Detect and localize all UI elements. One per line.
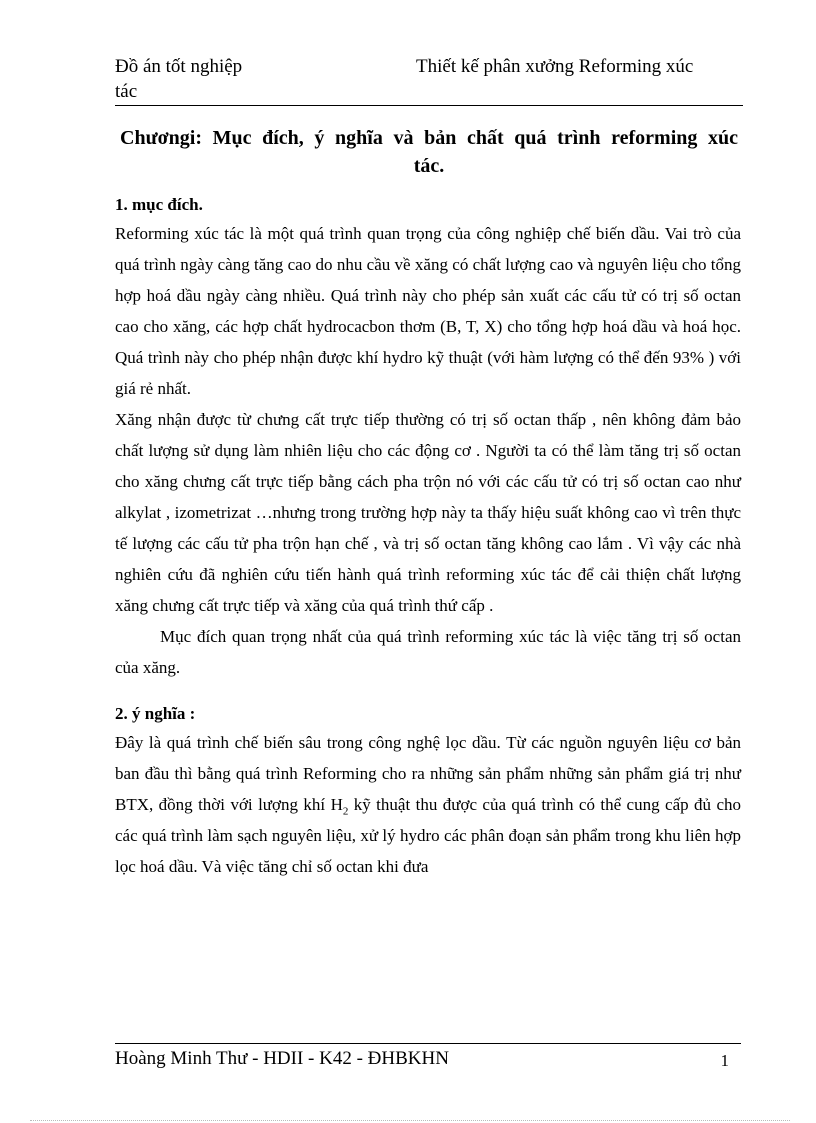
document-body <box>115 192 741 882</box>
header-thesis-title: Thiết kế phân xưởng Reforming xúc <box>416 56 694 77</box>
section-heading-significance: 2. ý nghĩa : <box>115 704 196 723</box>
paragraph-significance-text-b: kỹ thuật thu được của quá trình có thể cung cấp đủ cho các quá trình làm sạch nguyên liệu, xử lý hydro các phân đoạn sản phẩm trong khu liên hợp lọc hoá dầu. Và việc tăng chỉ số octan khi đưa <box>115 795 741 876</box>
header-thesis-title-continued: tác <box>115 81 138 102</box>
page-bottom-border <box>30 1120 790 1121</box>
header-divider <box>115 105 743 106</box>
page-number: 1 <box>720 1051 729 1070</box>
section-heading-purpose: 1. mục đích. <box>115 195 203 214</box>
chapter-title-line2: tác. <box>413 155 445 177</box>
chapter-title-line1: Chươngi: Mục đích, ý nghĩa và bản chất quá trình reforming xúc <box>120 127 738 149</box>
paragraph-purpose-1: Reforming xúc tác là một quá trình quan trọng của công nghiệp chế biến dầu. Vai trò của quá trình ngày càng tăng cao do nhu cầu về xăng có chất lượng cao và nguyên liệu cho tổng hợp hoá dầu ngày càng nhiều. Quá trình này cho phép sản xuất các cấu tử có trị số octan cao cho xăng, các hợp chất hydrocacbon thơm (B, T, X) cho tổng hợp hoá dầu và hoá học. Quá trình này cho phép nhận được khí hydro kỹ thuật (với hàm lượng có thể đến 93% ) với giá rẻ nhất. <box>115 224 741 398</box>
paragraph-significance-text-a: Đây là quá trình chế biến sâu trong công nghệ lọc dầu. Từ các nguồn nguyên liệu cơ bản ban đầu thì bằng quá trình Reforming cho ra những sản phẩm những sản phẩm giá trị như BTX, đồng thời với lượng khí H <box>115 733 741 814</box>
footer-author: Hoàng Minh Thư - HDII - K42 - ĐHBKHN <box>115 1048 449 1069</box>
paragraph-significance-1 <box>115 727 741 882</box>
paragraph-purpose-2: Xăng nhận được từ chưng cất trực tiếp thường có trị số octan thấp , nên không đảm bảo chất lượng sử dụng làm nhiên liệu cho các động cơ . Người ta có thể làm tăng trị số octan cho xăng chưng cất trực tiếp bằng cách pha trộn nó với các cấu tử có trị số octan cao như alkylat , izometrizat …nhưng trong trường hợp này ta thấy hiệu suất không cao vì trên thực tế lượng các cấu tử pha trộn hạn chế , và trị số octan tăng không cao lắm . Vì vậy các nhà nghiên cứu đã nghiên cứu tiến hành quá trình reforming xúc tác để cải thiện chất lượng xăng chưng cất trực tiếp và xăng của quá trình thứ cấp . <box>115 410 741 615</box>
page-header <box>115 54 743 106</box>
header-thesis-label: Đồ án tốt nghiệp <box>115 56 243 77</box>
subscript-2: 2 <box>342 805 349 818</box>
footer-divider <box>115 1043 741 1044</box>
paragraph-purpose-3: Mục đích quan trọng nhất của quá trình reforming xúc tác là việc tăng trị số octan của xăng. <box>115 627 741 677</box>
